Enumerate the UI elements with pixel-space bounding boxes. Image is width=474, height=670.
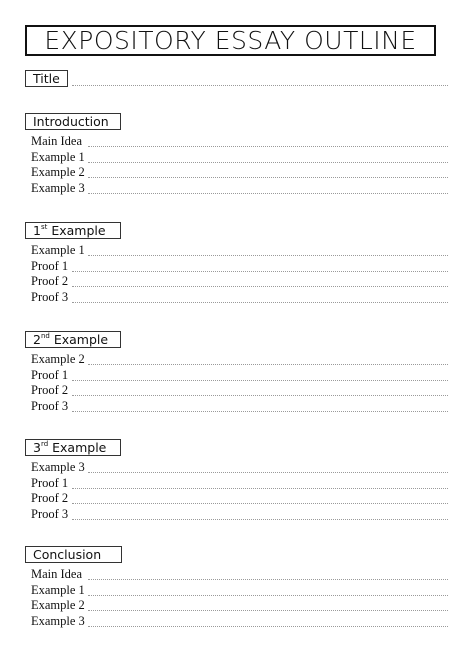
section-heading [25, 546, 122, 563]
outline-row-fill-line[interactable] [72, 411, 448, 412]
section-heading-text: Introduction [33, 114, 109, 129]
section-heading-text: 3 [33, 440, 41, 455]
outline-row-label: Example 1 [31, 243, 85, 257]
section-heading-superscript: st [40, 222, 48, 231]
outline-row-fill-line[interactable] [88, 193, 448, 194]
outline-row-label: Main Idea [31, 134, 83, 148]
outline-row-fill-line[interactable] [88, 177, 448, 178]
outline-row-fill-line[interactable] [72, 395, 448, 396]
outline-row-label: Proof 1 [31, 475, 69, 490]
outline-row-label: Main Idea [31, 567, 83, 581]
outline-row-fill-line[interactable] [88, 255, 448, 256]
section-heading-suffix: Example [47, 223, 106, 238]
outline-row-label: Proof 3 [31, 398, 69, 413]
outline-row-fill-line[interactable] [88, 472, 448, 473]
title-label: Title [25, 70, 68, 87]
section-heading-suffix: Example [49, 332, 109, 347]
section-heading-text: 1 [33, 223, 41, 238]
section-heading-text: 2 [33, 332, 41, 347]
outline-row-fill-line[interactable] [72, 271, 448, 272]
section-heading-superscript: rd [40, 439, 49, 448]
outline-row-label: Example 1 [31, 582, 85, 597]
outline-row-fill-line[interactable] [72, 519, 448, 520]
outline-row-label: Proof 2 [31, 383, 69, 398]
outline-row-label: Proof 3 [31, 289, 69, 304]
page-title: EXPOSITORY ESSAY OUTLINE [25, 25, 436, 56]
outline-row-label: Example 3 [31, 180, 85, 195]
outline-row-label: Example 2 [31, 165, 85, 180]
outline-row-fill-line[interactable] [88, 364, 448, 365]
outline-row-label: Example 2 [31, 352, 85, 366]
outline-row-label: Proof 3 [31, 506, 69, 521]
outline-row-fill-line[interactable] [72, 503, 448, 504]
outline-row-label: Proof 1 [31, 367, 69, 382]
outline-row-fill-line[interactable] [88, 579, 448, 580]
section-heading [25, 439, 121, 456]
outline-row-label: Example 3 [31, 460, 85, 474]
section-heading-text: Conclusion [33, 547, 102, 562]
section-heading [25, 222, 121, 239]
section-heading [25, 113, 121, 130]
outline-row-label: Example 3 [31, 613, 85, 628]
outline-row-fill-line[interactable] [88, 146, 448, 147]
outline-row-label: Example 1 [31, 149, 85, 164]
outline-row-fill-line[interactable] [88, 626, 448, 627]
outline-row-label: Example 2 [31, 598, 85, 613]
outline-row-fill-line[interactable] [72, 380, 448, 381]
outline-row-fill-line[interactable] [72, 488, 448, 489]
title-fill-line[interactable] [72, 85, 448, 86]
section-heading-suffix: Example [48, 440, 107, 455]
outline-row-fill-line[interactable] [88, 610, 448, 611]
outline-row-label: Proof 2 [31, 491, 69, 506]
section-heading [25, 331, 121, 348]
outline-row-label: Proof 1 [31, 258, 69, 273]
outline-row-fill-line[interactable] [88, 595, 448, 596]
outline-row-fill-line[interactable] [88, 162, 448, 163]
outline-row-fill-line[interactable] [72, 302, 448, 303]
outline-row-label: Proof 2 [31, 274, 69, 289]
section-heading-superscript: nd [40, 331, 50, 340]
outline-row-fill-line[interactable] [72, 286, 448, 287]
